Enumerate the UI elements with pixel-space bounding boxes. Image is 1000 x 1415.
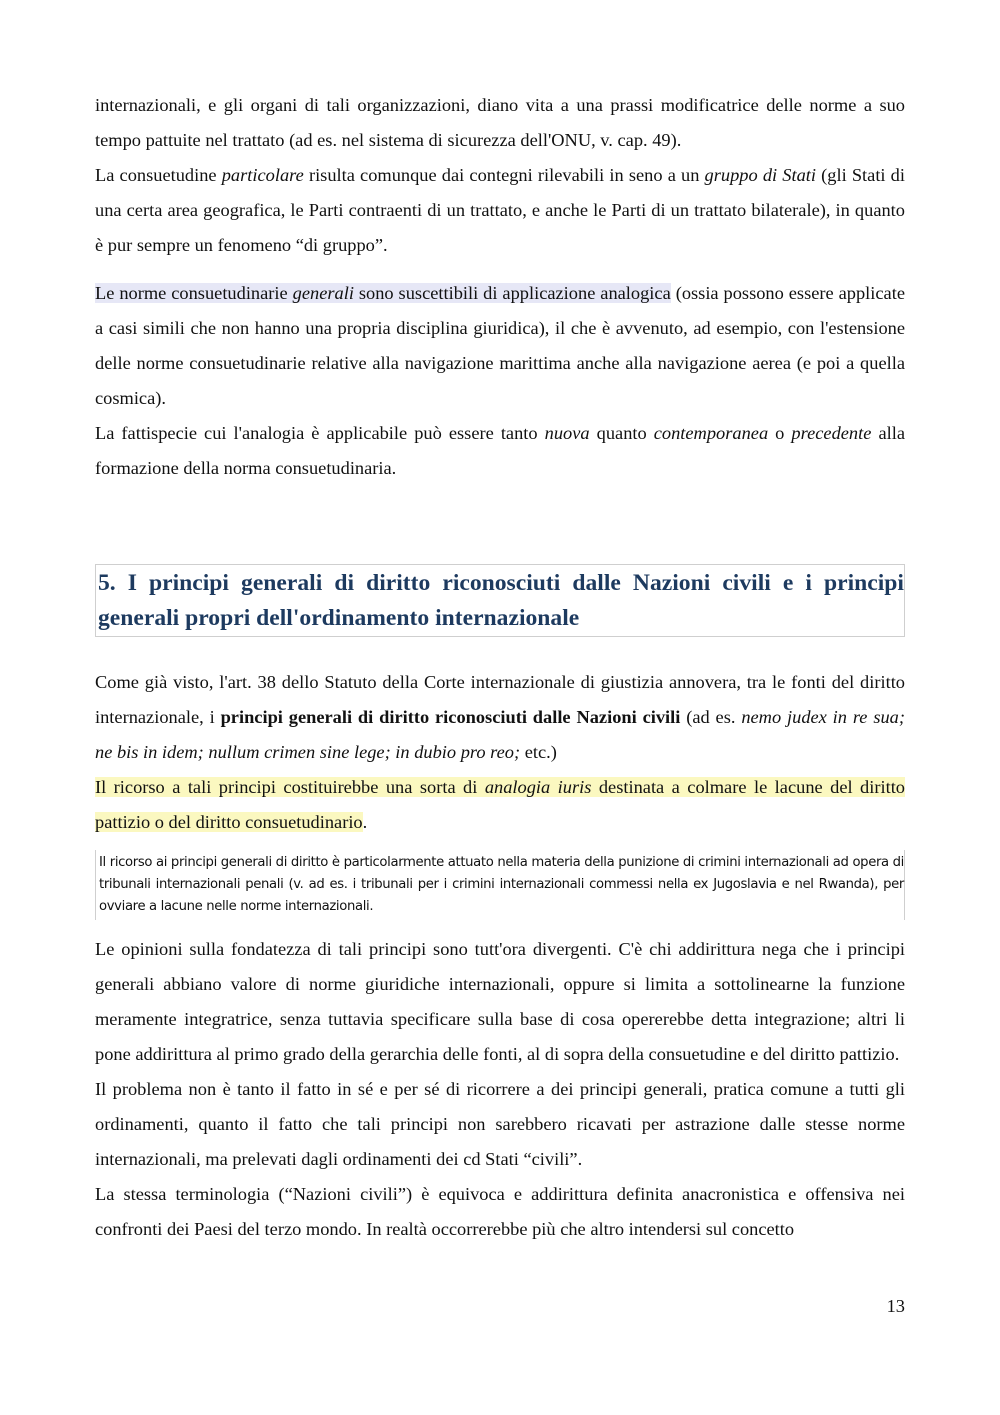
text: o — [768, 423, 792, 443]
text: sono suscettibili di applicazione analogica — [353, 283, 671, 303]
paragraph-treaty-practice: internazionali, e gli organi di tali organizzazioni, diano vita a una prassi modificatrice delle norme a suo tempo pattuite nel trattato (ad es. nel sistema di sicurezza dell'ONU, v. cap. 49). — [95, 95, 905, 150]
text: Come già visto, l'art. 38 dello Statuto della Corte internazionale di giustizia annovera, tra le fonti del diritto internazionale, i — [95, 672, 905, 727]
italic-text: nuova — [544, 423, 590, 443]
italic-text: nemo judex in re sua; ne bis in idem; nullum crimen sine lege; in dubio pro reo; — [95, 707, 905, 762]
text: La consuetudine — [95, 165, 222, 185]
italic-text: gruppo di Stati — [704, 165, 816, 185]
text: . — [362, 812, 368, 832]
document-page — [95, 88, 905, 1247]
italic-text: precedente — [791, 423, 872, 443]
paragraph-terminology: La stessa terminologia (“Nazioni civili”) è equivoca e addirittura definita anacronistica e offensiva nei confronti dei Paesi del terzo mondo. In realtà occorrerebbe più che altro intendersi sul concetto — [95, 1184, 905, 1239]
text: (gli Stati di una certa area geografica, le Parti contraenti di un trattato, e anche le Parti di un trattato bilaterale), in quanto è pur sempre un fenomeno “di gruppo”. — [95, 165, 905, 255]
highlight-blue — [95, 283, 671, 303]
text: alla formazione della norma consuetudinaria. — [95, 423, 905, 478]
text: risulta comunque dai contegni rilevabili in seno a un — [303, 165, 705, 185]
page-number: 13 — [886, 1296, 905, 1316]
text: (ad es. — [680, 707, 742, 727]
section-heading: 5. I principi generali di diritto riconosciuti dalle Nazioni civili e i principi generali propri dell'ordinamento internazionale — [98, 570, 904, 631]
italic-text: particolare — [221, 165, 304, 185]
text: destinata a colmare le lacune del diritto pattizio o del diritto consuetudinario — [95, 777, 905, 832]
paragraph-particular-custom — [95, 158, 905, 263]
spacer — [95, 263, 905, 276]
note-box: Il ricorso ai principi generali di diritto è particolarmente attuato nella materia della punizione di crimini internazionali ad opera di tribunali internazionali penali (v. ad es. i tribunali per i crimini internazionali commessi nella ex Jugoslavia e nel Rwanda), per ovviare a lacune nelle norme internazionali. — [95, 850, 905, 920]
spacer — [95, 840, 905, 850]
spacer — [95, 637, 905, 665]
text: Il ricorso a tali principi costituirebbe una sorta di — [95, 777, 485, 797]
text: quanto — [589, 423, 654, 443]
italic-text: analogia iuris — [484, 777, 592, 797]
paragraph-problem: Il problema non è tanto il fatto in sé e per sé di ricorrere a dei principi generali, pratica comune a tutti gli ordinamenti, quanto il fatto che tali principi non sarebbero ricavati per astrazione dalle stesse norme internazionali, ma prelevati dagli ordinamenti dei cd Stati “civili”. — [95, 1079, 905, 1169]
paragraph-opinions: Le opinioni sulla fondatezza di tali principi sono tutt'ora divergenti. C'è chi addirittura nega che i principi generali abbiano valore di norme giuridiche internazionali, oppure si limita a sottolinearne la funzione meramente integratrice, senza tuttavia specificare sulla base di cosa opererebbe detta integrazione; altri li pone addirittura al primo grado della gerarchia delle fonti, al di sopra della consuetudine e del diritto pattizio. — [95, 939, 905, 1064]
paragraph-art38 — [95, 665, 905, 770]
text: (ossia possono essere applicate a casi simili che non hanno una propria disciplina giuridica), il che è avvenuto, ad esempio, con l'estensione delle norme consuetudinarie relative alla navigazione marittima anche alla navigazione aerea (e poi a quella cosmica). — [95, 283, 905, 408]
text: La fattispecie cui l'analogia è applicabile può essere tanto — [95, 423, 545, 443]
paragraph-fattispecie — [95, 416, 905, 486]
spacer — [95, 486, 905, 564]
bold-text: principi generali di diritto riconosciuti dalle Nazioni civili — [220, 707, 681, 727]
italic-text: contemporanea — [653, 423, 769, 443]
section-heading-box — [95, 564, 905, 637]
text: Le norme consuetudinarie — [95, 283, 293, 303]
text: etc.) — [520, 742, 557, 762]
paragraph-analogy — [95, 276, 905, 416]
paragraph-analogia-iuris — [95, 770, 905, 840]
highlight-yellow — [95, 777, 905, 832]
spacer — [95, 920, 905, 932]
italic-text: generali — [292, 283, 354, 303]
